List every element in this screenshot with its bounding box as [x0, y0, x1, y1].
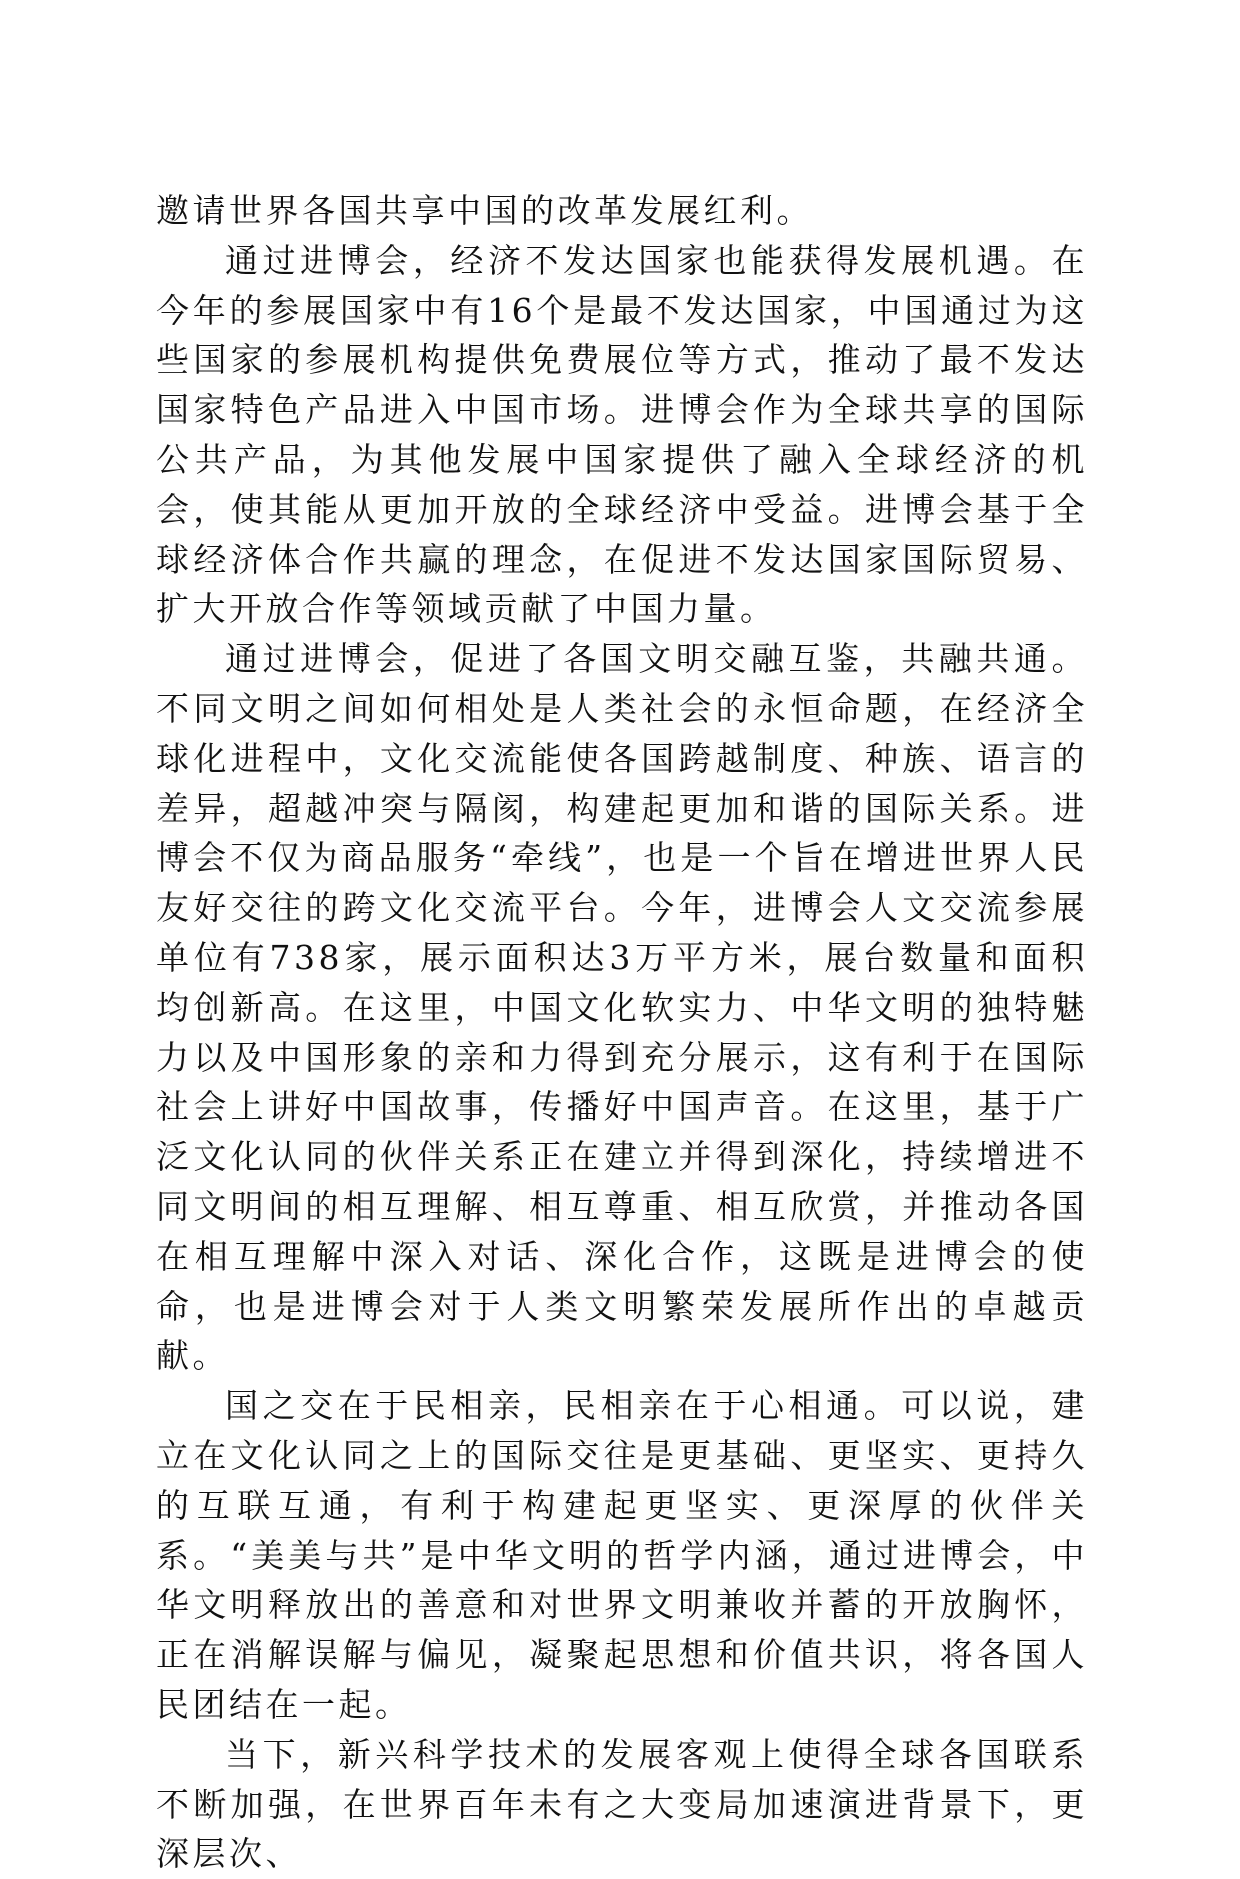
- paragraph-1: 邀请世界各国共享中国的改革发展红利。: [156, 191, 813, 230]
- paragraph-3: 通过进博会，促进了各国文明交融互鉴，共融共通。不同文明之间如何相处是人类社会的永恒命题，在经济全球化进程中，文化交流能使各国跨越制度、种族、语言的差异，超越冲突与隔阂，构建起更加和谐的国际关系。进博会不仅为商品服务“牵线”，也是一个旨在增进世界人民友好交往的跨文化交流平台。今年，进博会人文交流参展单位有738家，展示面积达3万平方米，展台数量和面积均创新高。在这里，中国文化软实力、中华文明的独特魅力以及中国形象的亲和力得到充分展示，这有利于在国际社会上讲好中国故事，传播好中国声音。在这里，基于广泛文化认同的伙伴关系正在建立并得到深化，持续增进不同文明间的相互理解、相互尊重、相互欣赏，并推动各国在相互理解中深入对话、深化合作，这既是进博会的使命，也是进博会对于人类文明繁荣发展所作出的卓越贡献。: [156, 639, 1088, 1376]
- paragraph-2: 通过进博会，经济不发达国家也能获得发展机遇。在今年的参展国家中有16个是最不发达国家，中国通过为这些国家的参展机构提供免费展位等方式，推动了最不发达国家特色产品进入中国市场。进博会作为全球共享的国际公共产品，为其他发展中国家提供了融入全球经济的机会，使其能从更加开放的全球经济中受益。进博会基于全球经济体合作共赢的理念，在促进不发达国家国际贸易、扩大开放合作等领域贡献了中国力量。: [156, 240, 1088, 629]
- document-body: [156, 186, 1088, 1879]
- paragraph-5: 当下，新兴科学技术的发展客观上使得全球各国联系不断加强，在世界百年未有之大变局加速演进背景下，更深层次、: [156, 1734, 1088, 1874]
- paragraph-4: 国之交在于民相亲，民相亲在于心相通。可以说，建立在文化认同之上的国际交往是更基础、更坚实、更持久的互联互通，有利于构建起更坚实、更深厚的伙伴关系。“美美与共”是中华文明的哲学内涵，通过进博会，中华文明释放出的善意和对世界文明兼收并蓄的开放胸怀，正在消解误解与偏见，凝聚起思想和价值共识，将各国人民团结在一起。: [156, 1386, 1088, 1724]
